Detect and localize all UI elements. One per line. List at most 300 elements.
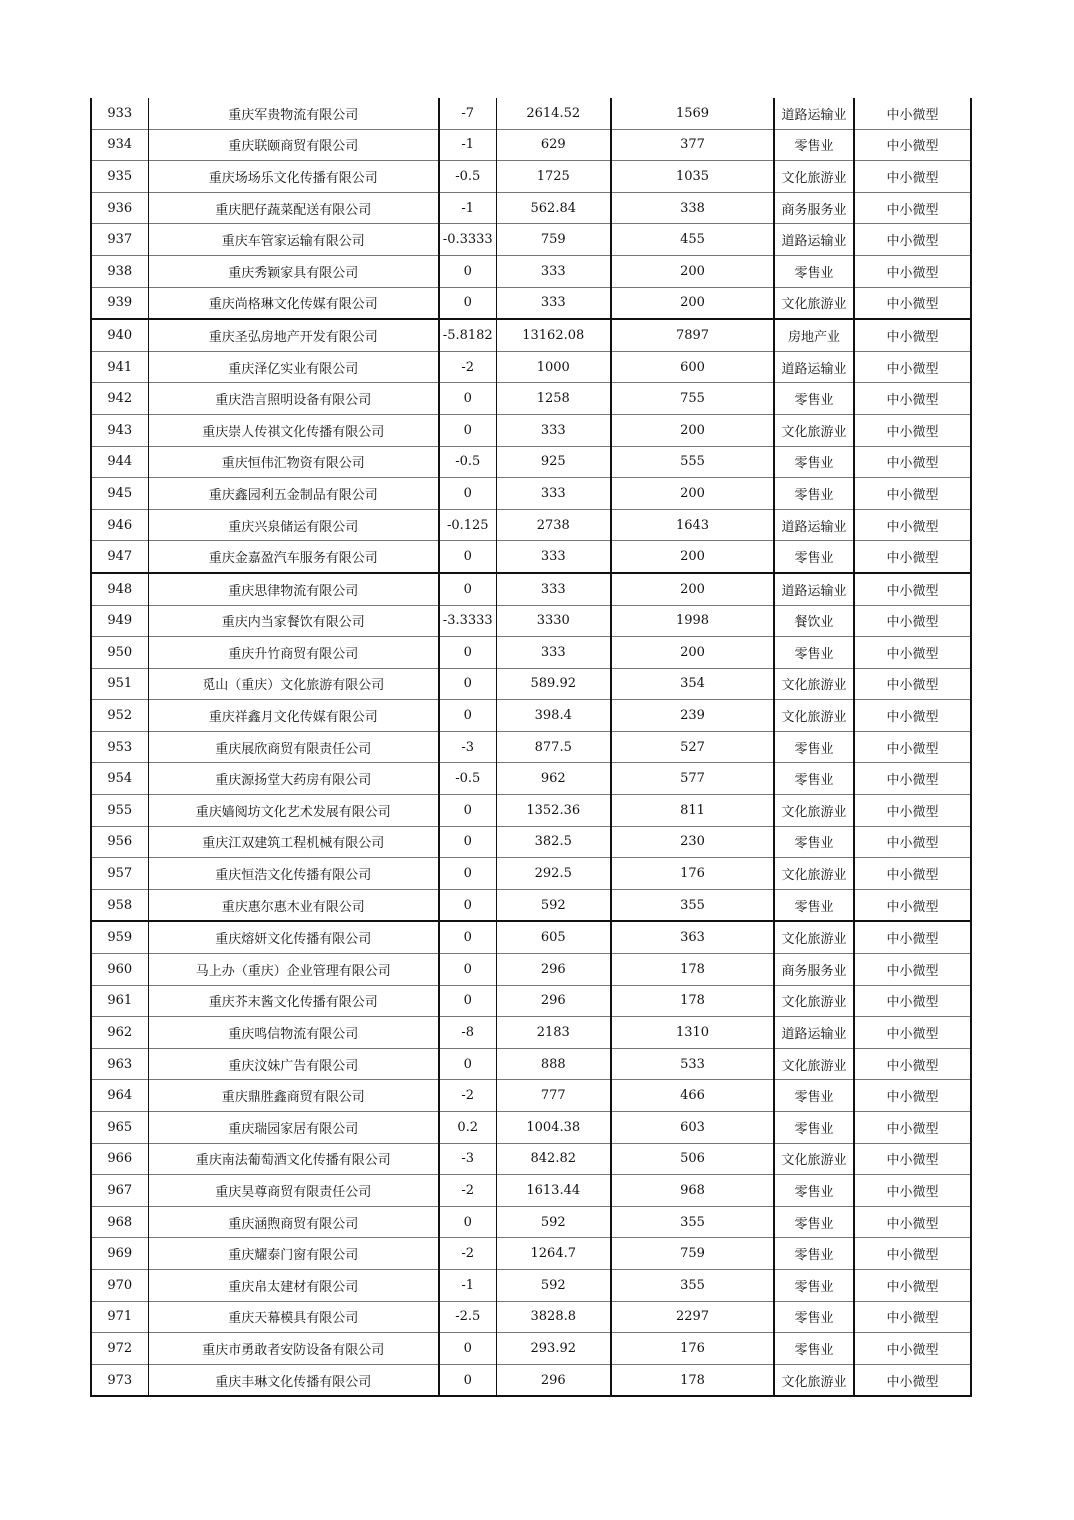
row-index-cell: 959: [91, 921, 148, 953]
enterprise-type-cell: 中小微型: [854, 573, 971, 605]
amount-cell: 13162.08: [496, 319, 611, 351]
amount-cell: 1725: [496, 161, 611, 193]
industry-cell: 零售业: [774, 255, 854, 287]
change-value-cell: 0: [439, 637, 496, 669]
change-value-cell: -5.8182: [439, 319, 496, 351]
industry-cell: 零售业: [774, 826, 854, 858]
company-name-cell: 重庆崇人传祺文化传播有限公司: [148, 414, 439, 446]
industry-cell: 零售业: [774, 383, 854, 415]
row-index-cell: 950: [91, 637, 148, 669]
industry-cell: 零售业: [774, 129, 854, 161]
change-value-cell: 0: [439, 1333, 496, 1365]
company-name-cell: 重庆兴泉储运有限公司: [148, 509, 439, 541]
row-index-cell: 964: [91, 1080, 148, 1112]
enterprise-type-cell: 中小微型: [854, 954, 971, 986]
amount-cell: 296: [496, 954, 611, 986]
count-cell: 355: [611, 1206, 774, 1238]
count-cell: 230: [611, 826, 774, 858]
company-name-cell: 重庆金嘉盈汽车服务有限公司: [148, 541, 439, 573]
count-cell: 200: [611, 255, 774, 287]
change-value-cell: -8: [439, 1017, 496, 1049]
enterprise-type-cell: 中小微型: [854, 161, 971, 193]
row-index-cell: 954: [91, 763, 148, 795]
company-name-cell: 重庆军贵物流有限公司: [148, 98, 439, 129]
table-row: [91, 1112, 971, 1144]
amount-cell: 2183: [496, 1017, 611, 1049]
enterprise-type-cell: 中小微型: [854, 731, 971, 763]
row-index-cell: 953: [91, 731, 148, 763]
company-table: [90, 98, 972, 1397]
enterprise-type-cell: 中小微型: [854, 1269, 971, 1301]
amount-cell: 842.82: [496, 1143, 611, 1175]
industry-cell: 文化旅游业: [774, 1048, 854, 1080]
row-index-cell: 968: [91, 1206, 148, 1238]
change-value-cell: 0: [439, 383, 496, 415]
industry-cell: 道路运输业: [774, 573, 854, 605]
table-row: [91, 1080, 971, 1112]
company-name-cell: 重庆尚格琳文化传媒有限公司: [148, 287, 439, 319]
enterprise-type-cell: 中小微型: [854, 541, 971, 573]
row-index-cell: 955: [91, 795, 148, 827]
change-value-cell: 0: [439, 700, 496, 732]
industry-cell: 零售业: [774, 446, 854, 478]
count-cell: 200: [611, 541, 774, 573]
amount-cell: 605: [496, 921, 611, 953]
change-value-cell: -2: [439, 1238, 496, 1270]
industry-cell: 文化旅游业: [774, 668, 854, 700]
industry-cell: 文化旅游业: [774, 985, 854, 1017]
row-index-cell: 933: [107, 105, 133, 121]
company-name-cell: 重庆内当家餐饮有限公司: [148, 605, 439, 637]
company-name-cell: 觅山（重庆）文化旅游有限公司: [148, 668, 439, 700]
count-cell: 1569: [611, 98, 774, 129]
table-row: [91, 414, 971, 446]
count-cell: 354: [611, 668, 774, 700]
table-row: [91, 795, 971, 827]
company-name-cell: 重庆惠尔惠木业有限公司: [148, 889, 439, 921]
enterprise-type-cell: 中小微型: [854, 98, 971, 129]
row-index-cell: 966: [91, 1143, 148, 1175]
change-value-cell: -7: [439, 98, 496, 129]
row-index-cell: 962: [91, 1017, 148, 1049]
change-value-cell: -3: [439, 1143, 496, 1175]
industry-cell: 餐饮业: [774, 605, 854, 637]
amount-cell: 3330: [496, 605, 611, 637]
row-index-cell: 941: [91, 351, 148, 383]
amount-cell: 3828.8: [496, 1301, 611, 1333]
change-value-cell: -1: [439, 192, 496, 224]
industry-cell: 文化旅游业: [774, 795, 854, 827]
company-name-cell: 重庆市勇敢者安防设备有限公司: [148, 1333, 439, 1365]
enterprise-type-cell: 中小微型: [854, 509, 971, 541]
company-name-cell: 重庆鸣信物流有限公司: [148, 1017, 439, 1049]
table-row: [91, 1301, 971, 1333]
amount-cell: 293.92: [496, 1333, 611, 1365]
enterprise-type-cell: 中小微型: [854, 795, 971, 827]
count-cell: 2297: [611, 1301, 774, 1333]
table-row: [91, 668, 971, 700]
count-cell: 600: [611, 351, 774, 383]
company-name-cell: 重庆瑞园家居有限公司: [148, 1112, 439, 1144]
company-name-cell: 重庆恒伟汇物资有限公司: [148, 446, 439, 478]
enterprise-type-cell: 中小微型: [854, 858, 971, 890]
company-name-cell: 重庆汶妹广告有限公司: [148, 1048, 439, 1080]
company-name-cell: 重庆丰琳文化传播有限公司: [148, 1364, 439, 1396]
amount-cell: 296: [496, 985, 611, 1017]
count-cell: 1643: [611, 509, 774, 541]
company-name-cell: 重庆鑫园利五金制品有限公司: [148, 478, 439, 510]
enterprise-type-cell: 中小微型: [854, 224, 971, 256]
change-value-cell: -0.5: [439, 763, 496, 795]
row-index-cell: 969: [91, 1238, 148, 1270]
table-row: [91, 129, 971, 161]
amount-cell: 1264.7: [496, 1238, 611, 1270]
count-cell: 363: [611, 921, 774, 953]
row-index-cell: 956: [91, 826, 148, 858]
table-row: [91, 255, 971, 287]
change-value-cell: 0: [439, 954, 496, 986]
table-row: [91, 161, 971, 193]
change-value-cell: 0: [439, 921, 496, 953]
enterprise-type-cell: 中小微型: [854, 287, 971, 319]
enterprise-type-cell: 中小微型: [854, 1080, 971, 1112]
amount-cell: 333: [496, 637, 611, 669]
count-cell: 555: [611, 446, 774, 478]
enterprise-type-cell: 中小微型: [854, 985, 971, 1017]
company-name-cell: 重庆帛太建材有限公司: [148, 1269, 439, 1301]
amount-cell: 589.92: [496, 668, 611, 700]
change-value-cell: -2: [439, 1175, 496, 1207]
row-index-cell: 967: [91, 1175, 148, 1207]
company-name-cell: 重庆嫱阅坊文化艺术发展有限公司: [148, 795, 439, 827]
enterprise-type-cell: 中小微型: [854, 700, 971, 732]
row-index-cell: 963: [91, 1048, 148, 1080]
amount-cell: 962: [496, 763, 611, 795]
company-name-cell: 重庆车管家运输有限公司: [148, 224, 439, 256]
change-value-cell: -1: [439, 129, 496, 161]
enterprise-type-cell: 中小微型: [854, 1364, 971, 1396]
table-row: [91, 954, 971, 986]
industry-cell: 商务服务业: [774, 954, 854, 986]
company-table-body: [91, 98, 971, 1396]
change-value-cell: 0: [439, 478, 496, 510]
row-index-cell: 965: [91, 1112, 148, 1144]
table-row: [91, 1238, 971, 1270]
industry-cell: 文化旅游业: [774, 287, 854, 319]
industry-cell: 零售业: [774, 1301, 854, 1333]
count-cell: 811: [611, 795, 774, 827]
industry-cell: 商务服务业: [774, 192, 854, 224]
count-cell: 968: [611, 1175, 774, 1207]
amount-cell: 592: [496, 1269, 611, 1301]
industry-cell: 文化旅游业: [774, 161, 854, 193]
change-value-cell: 0: [439, 858, 496, 890]
change-value-cell: -1: [439, 1269, 496, 1301]
table-row: [91, 1175, 971, 1207]
table-row: [91, 1364, 971, 1396]
company-name-cell: 重庆江双建筑工程机械有限公司: [148, 826, 439, 858]
enterprise-type-cell: 中小微型: [854, 826, 971, 858]
count-cell: 355: [611, 889, 774, 921]
company-name-cell: 重庆熔妍文化传播有限公司: [148, 921, 439, 953]
enterprise-type-cell: 中小微型: [854, 921, 971, 953]
amount-cell: 1000: [496, 351, 611, 383]
table-row: [91, 700, 971, 732]
enterprise-type-cell: 中小微型: [854, 478, 971, 510]
change-value-cell: -2.5: [439, 1301, 496, 1333]
table-row: [91, 1048, 971, 1080]
industry-cell: 道路运输业: [774, 351, 854, 383]
count-cell: 1998: [611, 605, 774, 637]
amount-cell: 888: [496, 1048, 611, 1080]
row-index-cell: 943: [91, 414, 148, 446]
company-name-cell: 重庆浩言照明设备有限公司: [148, 383, 439, 415]
count-cell: 355: [611, 1269, 774, 1301]
row-index-cell: 957: [91, 858, 148, 890]
row-index-cell: 942: [91, 383, 148, 415]
company-name-cell: 重庆展欣商贸有限责任公司: [148, 731, 439, 763]
change-value-cell: 0: [439, 795, 496, 827]
table-row: [91, 478, 971, 510]
amount-cell: 877.5: [496, 731, 611, 763]
table-row: [91, 1143, 971, 1175]
industry-cell: 零售业: [774, 1080, 854, 1112]
table-row: [91, 573, 971, 605]
change-value-cell: 0: [439, 414, 496, 446]
industry-cell: 文化旅游业: [774, 921, 854, 953]
enterprise-type-cell: 中小微型: [854, 763, 971, 795]
amount-cell: 333: [496, 573, 611, 605]
company-name-cell: 重庆鼎胜鑫商贸有限公司: [148, 1080, 439, 1112]
enterprise-type-cell: 中小微型: [854, 1333, 971, 1365]
industry-cell: 道路运输业: [774, 224, 854, 256]
table-row: [91, 383, 971, 415]
count-cell: 200: [611, 414, 774, 446]
count-cell: 178: [611, 1364, 774, 1396]
company-name-cell: 重庆圣弘房地产开发有限公司: [148, 319, 439, 351]
industry-cell: 零售业: [774, 1206, 854, 1238]
table-row: [91, 858, 971, 890]
count-cell: 178: [611, 954, 774, 986]
industry-cell: 文化旅游业: [774, 858, 854, 890]
company-name-cell: 重庆芥末酱文化传播有限公司: [148, 985, 439, 1017]
industry-cell: 文化旅游业: [774, 1143, 854, 1175]
industry-cell: 零售业: [774, 1238, 854, 1270]
enterprise-type-cell: 中小微型: [854, 1143, 971, 1175]
company-name-cell: 重庆恒浩文化传播有限公司: [148, 858, 439, 890]
count-cell: 506: [611, 1143, 774, 1175]
amount-cell: 2614.52: [496, 98, 611, 129]
company-name-cell: 重庆天幕模具有限公司: [148, 1301, 439, 1333]
company-name-cell: 重庆升竹商贸有限公司: [148, 637, 439, 669]
enterprise-type-cell: 中小微型: [854, 637, 971, 669]
count-cell: 455: [611, 224, 774, 256]
row-index-cell: 948: [91, 573, 148, 605]
table-row: [91, 192, 971, 224]
count-cell: 377: [611, 129, 774, 161]
amount-cell: 398.4: [496, 700, 611, 732]
row-index-cell: 934: [91, 129, 148, 161]
count-cell: 176: [611, 858, 774, 890]
row-index-cell: 961: [91, 985, 148, 1017]
amount-cell: 1613.44: [496, 1175, 611, 1207]
industry-cell: 零售业: [774, 1269, 854, 1301]
amount-cell: 382.5: [496, 826, 611, 858]
row-index-cell: 944: [91, 446, 148, 478]
industry-cell: 零售业: [774, 637, 854, 669]
table-row: [91, 921, 971, 953]
change-value-cell: 0: [439, 573, 496, 605]
change-value-cell: 0: [439, 541, 496, 573]
count-cell: 577: [611, 763, 774, 795]
enterprise-type-cell: 中小微型: [854, 446, 971, 478]
count-cell: 1310: [611, 1017, 774, 1049]
table-row: [91, 351, 971, 383]
row-index-cell: 960: [91, 954, 148, 986]
industry-cell: 文化旅游业: [774, 414, 854, 446]
company-name-cell: 重庆耀泰门窗有限公司: [148, 1238, 439, 1270]
row-index-cell: 958: [91, 889, 148, 921]
table-row: [91, 1333, 971, 1365]
industry-cell: 道路运输业: [774, 98, 854, 129]
table-row: [91, 541, 971, 573]
industry-cell: 房地产业: [774, 319, 854, 351]
table-row: [91, 1269, 971, 1301]
table-row: [91, 287, 971, 319]
row-index-cell: 949: [91, 605, 148, 637]
table-row: [91, 98, 971, 129]
row-index-cell: 951: [91, 668, 148, 700]
row-index-cell: 936: [91, 192, 148, 224]
amount-cell: 759: [496, 224, 611, 256]
enterprise-type-cell: 中小微型: [854, 129, 971, 161]
enterprise-type-cell: 中小微型: [854, 1206, 971, 1238]
row-index-cell: 938: [91, 255, 148, 287]
change-value-cell: 0: [439, 1048, 496, 1080]
change-value-cell: 0.2: [439, 1112, 496, 1144]
enterprise-type-cell: 中小微型: [854, 1175, 971, 1207]
industry-cell: 零售业: [774, 763, 854, 795]
count-cell: 466: [611, 1080, 774, 1112]
table-row: [91, 1206, 971, 1238]
enterprise-type-cell: 中小微型: [854, 1112, 971, 1144]
amount-cell: 333: [496, 255, 611, 287]
amount-cell: 333: [496, 541, 611, 573]
amount-cell: 777: [496, 1080, 611, 1112]
industry-cell: 零售业: [774, 1333, 854, 1365]
industry-cell: 道路运输业: [774, 1017, 854, 1049]
amount-cell: 1352.36: [496, 795, 611, 827]
enterprise-type-cell: 中小微型: [854, 255, 971, 287]
enterprise-type-cell: 中小微型: [854, 605, 971, 637]
company-name-cell: 重庆场场乐文化传播有限公司: [148, 161, 439, 193]
row-index-cell: 939: [91, 287, 148, 319]
count-cell: 603: [611, 1112, 774, 1144]
count-cell: 7897: [611, 319, 774, 351]
company-name-cell: 重庆昊尊商贸有限责任公司: [148, 1175, 439, 1207]
row-index-cell: 947: [91, 541, 148, 573]
count-cell: 755: [611, 383, 774, 415]
change-value-cell: -0.3333: [439, 224, 496, 256]
company-name-cell: 马上办（重庆）企业管理有限公司: [148, 954, 439, 986]
company-name-cell: 重庆源扬堂大药房有限公司: [148, 763, 439, 795]
change-value-cell: -0.125: [439, 509, 496, 541]
count-cell: 200: [611, 573, 774, 605]
enterprise-type-cell: 中小微型: [854, 889, 971, 921]
row-index-cell: 935: [91, 161, 148, 193]
industry-cell: 文化旅游业: [774, 700, 854, 732]
enterprise-type-cell: 中小微型: [854, 1301, 971, 1333]
amount-cell: 333: [496, 478, 611, 510]
amount-cell: 333: [496, 414, 611, 446]
count-cell: 176: [611, 1333, 774, 1365]
company-name-cell: 重庆涵煦商贸有限公司: [148, 1206, 439, 1238]
table-row: [91, 889, 971, 921]
row-index-cell: 945: [91, 478, 148, 510]
company-name-cell: 重庆南法葡萄酒文化传播有限公司: [148, 1143, 439, 1175]
change-value-cell: 0: [439, 1364, 496, 1396]
industry-cell: 零售业: [774, 1175, 854, 1207]
row-index-cell: 937: [91, 224, 148, 256]
table-row: [91, 509, 971, 541]
enterprise-type-cell: 中小微型: [854, 1017, 971, 1049]
row-index-cell: 946: [91, 509, 148, 541]
row-index-cell: 940: [91, 319, 148, 351]
company-name-cell: 重庆联颐商贸有限公司: [148, 129, 439, 161]
enterprise-type-cell: 中小微型: [854, 192, 971, 224]
company-name-cell: 重庆思律物流有限公司: [148, 573, 439, 605]
table-row: [91, 224, 971, 256]
industry-cell: 道路运输业: [774, 509, 854, 541]
enterprise-type-cell: 中小微型: [854, 1048, 971, 1080]
amount-cell: 1258: [496, 383, 611, 415]
enterprise-type-cell: 中小微型: [854, 668, 971, 700]
industry-cell: 文化旅游业: [774, 1364, 854, 1396]
count-cell: 338: [611, 192, 774, 224]
amount-cell: 562.84: [496, 192, 611, 224]
amount-cell: 333: [496, 287, 611, 319]
change-value-cell: -3: [439, 731, 496, 763]
amount-cell: 592: [496, 1206, 611, 1238]
industry-cell: 零售业: [774, 731, 854, 763]
industry-cell: 零售业: [774, 541, 854, 573]
change-value-cell: 0: [439, 668, 496, 700]
amount-cell: 1004.38: [496, 1112, 611, 1144]
table-row: [91, 985, 971, 1017]
count-cell: 239: [611, 700, 774, 732]
change-value-cell: 0: [439, 255, 496, 287]
change-value-cell: -0.5: [439, 446, 496, 478]
company-name-cell: 重庆肥仔蔬菜配送有限公司: [148, 192, 439, 224]
count-cell: 759: [611, 1238, 774, 1270]
count-cell: 533: [611, 1048, 774, 1080]
enterprise-type-cell: 中小微型: [854, 1238, 971, 1270]
change-value-cell: -2: [439, 351, 496, 383]
table-row: [91, 605, 971, 637]
count-cell: 1035: [611, 161, 774, 193]
row-index-cell: 972: [91, 1333, 148, 1365]
table-row: [91, 1017, 971, 1049]
table-row: [91, 731, 971, 763]
enterprise-type-cell: 中小微型: [854, 414, 971, 446]
row-index-cell: 973: [91, 1364, 148, 1396]
enterprise-type-cell: 中小微型: [854, 351, 971, 383]
count-cell: 200: [611, 478, 774, 510]
row-index-cell: 970: [91, 1269, 148, 1301]
change-value-cell: -2: [439, 1080, 496, 1112]
count-cell: 178: [611, 985, 774, 1017]
industry-cell: 零售业: [774, 1112, 854, 1144]
